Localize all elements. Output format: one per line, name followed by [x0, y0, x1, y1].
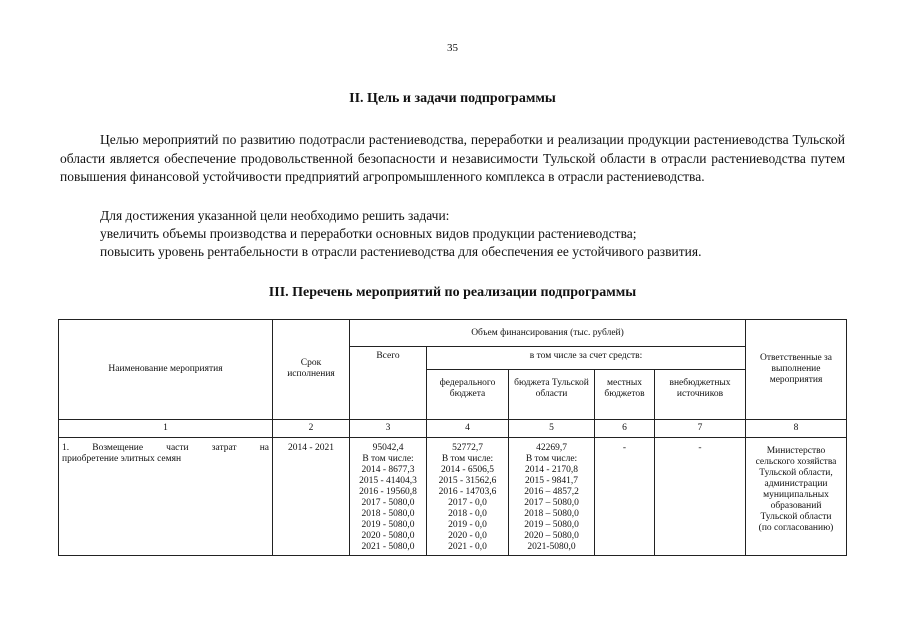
federal-line: 2016 - 14703,6: [438, 487, 497, 497]
activity-regional: [509, 438, 595, 556]
total-line: 2015 - 41404,3: [359, 476, 417, 486]
header-regional: бюджета Тульской области: [509, 370, 595, 420]
federal-line: 2021 - 0,0: [448, 542, 487, 552]
regional-line: В том числе:: [525, 454, 578, 464]
header-total: Всего: [350, 347, 427, 420]
total-line: 2017 - 5080,0: [361, 498, 415, 508]
section-2-title: II. Цель и задачи подпрограммы: [349, 91, 556, 106]
col-num-4: 4: [427, 420, 509, 438]
total-line: 2019 - 5080,0: [361, 520, 415, 530]
activity-term: 2014 - 2021: [273, 438, 350, 556]
regional-line: 2014 - 2170,8: [524, 465, 579, 475]
header-name: Наименование мероприятия: [59, 320, 273, 420]
header-term: Срок исполнения: [273, 320, 350, 420]
activity-extra: -: [655, 438, 746, 556]
federal-line: 2020 - 0,0: [448, 531, 487, 541]
responsible-line: муниципальных: [763, 490, 829, 500]
regional-line: 2015 - 9841,7: [524, 476, 579, 486]
federal-line: 2017 - 0,0: [448, 498, 487, 508]
regional-line: 2016 – 4857,2: [524, 487, 579, 497]
section-3-title: III. Перечень мероприятий по реализации подпрограммы: [268, 285, 637, 300]
task-2: повысить уровень рентабельности в отрасли растениеводства для обеспечения ее устойчивого развития.: [100, 244, 702, 259]
column-number-row: [59, 420, 847, 438]
col-num-2: 2: [273, 420, 350, 438]
responsible-line: (по согласованию): [758, 523, 834, 533]
tasks-intro: Для достижения указанной цели необходимо решить задачи:: [100, 208, 450, 223]
activity-name-line-1: 1. Возмещение части затрат на: [62, 443, 269, 453]
activities-table: [58, 319, 847, 556]
col-num-1: 1: [59, 420, 273, 438]
responsible-line: Тульской области: [760, 512, 832, 522]
header-financing: Объем финансирования (тыс. рублей): [350, 320, 746, 347]
goal-paragraph: Целью мероприятий по развитию подотрасли растениеводства, переработки и реализации продукции растениеводства Тульской области является обеспечение продовольственной безопасности и независимости Тульской области в отрасли растениеводства путем повышения финансовой устойчивости предприятий агропромышленного комплекса в отрасли растениеводства.: [60, 132, 845, 184]
responsible-line: образований: [770, 501, 822, 511]
header-extra: внебюджетных источников: [655, 370, 746, 420]
regional-line: 2019 – 5080,0: [524, 520, 579, 530]
federal-line: В том числе:: [441, 454, 494, 464]
responsible-line: Тульской области,: [759, 468, 833, 478]
federal-line: 2014 - 6506,5: [440, 465, 495, 475]
header-responsible: Ответственные за выполнение мероприятия: [746, 320, 847, 420]
regional-line: 2020 – 5080,0: [524, 531, 579, 541]
table-row: [59, 438, 847, 556]
task-1: увеличить объемы производства и переработки основных видов продукции растениеводства;: [100, 226, 637, 241]
header-federal: федерального бюджета: [427, 370, 509, 420]
federal-line: 2018 - 0,0: [448, 509, 487, 519]
responsible-line: сельского хозяйства: [755, 457, 837, 467]
activity-total: [350, 438, 427, 556]
federal-line: 2015 - 31562,6: [438, 476, 497, 486]
total-line: 2021 - 5080,0: [361, 542, 415, 552]
col-num-3: 3: [350, 420, 427, 438]
total-line: 2016 - 19560,8: [359, 487, 417, 497]
regional-line: 2017 – 5080,0: [524, 498, 579, 508]
header-row-1: [59, 320, 847, 347]
page-number: 35: [447, 42, 458, 54]
total-line: 2018 - 5080,0: [361, 509, 415, 519]
total-line: 2020 - 5080,0: [361, 531, 415, 541]
col-num-7: 7: [655, 420, 746, 438]
activity-name-line-2: приобретение элитных семян: [62, 454, 182, 464]
regional-line: 42269,7: [536, 443, 567, 453]
header-including: в том числе за счет средств:: [427, 347, 746, 370]
total-line: 2014 - 8677,3: [361, 465, 415, 475]
header-local: местных бюджетов: [595, 370, 655, 420]
col-num-8: 8: [746, 420, 847, 438]
responsible-line: администрации: [764, 479, 828, 489]
activity-local: -: [595, 438, 655, 556]
activity-name: [59, 438, 273, 556]
federal-line: 2019 - 0,0: [448, 520, 487, 530]
federal-line: 52772,7: [452, 443, 483, 453]
regional-line: 2018 – 5080,0: [524, 509, 579, 519]
activity-responsible: [746, 438, 847, 556]
activity-federal: [427, 438, 509, 556]
col-num-5: 5: [509, 420, 595, 438]
total-line: В том числе:: [362, 454, 414, 464]
responsible-line: Министерство: [766, 446, 826, 456]
total-line: 95042,4: [372, 443, 404, 453]
regional-line: 2021-5080,0: [527, 542, 576, 552]
col-num-6: 6: [595, 420, 655, 438]
